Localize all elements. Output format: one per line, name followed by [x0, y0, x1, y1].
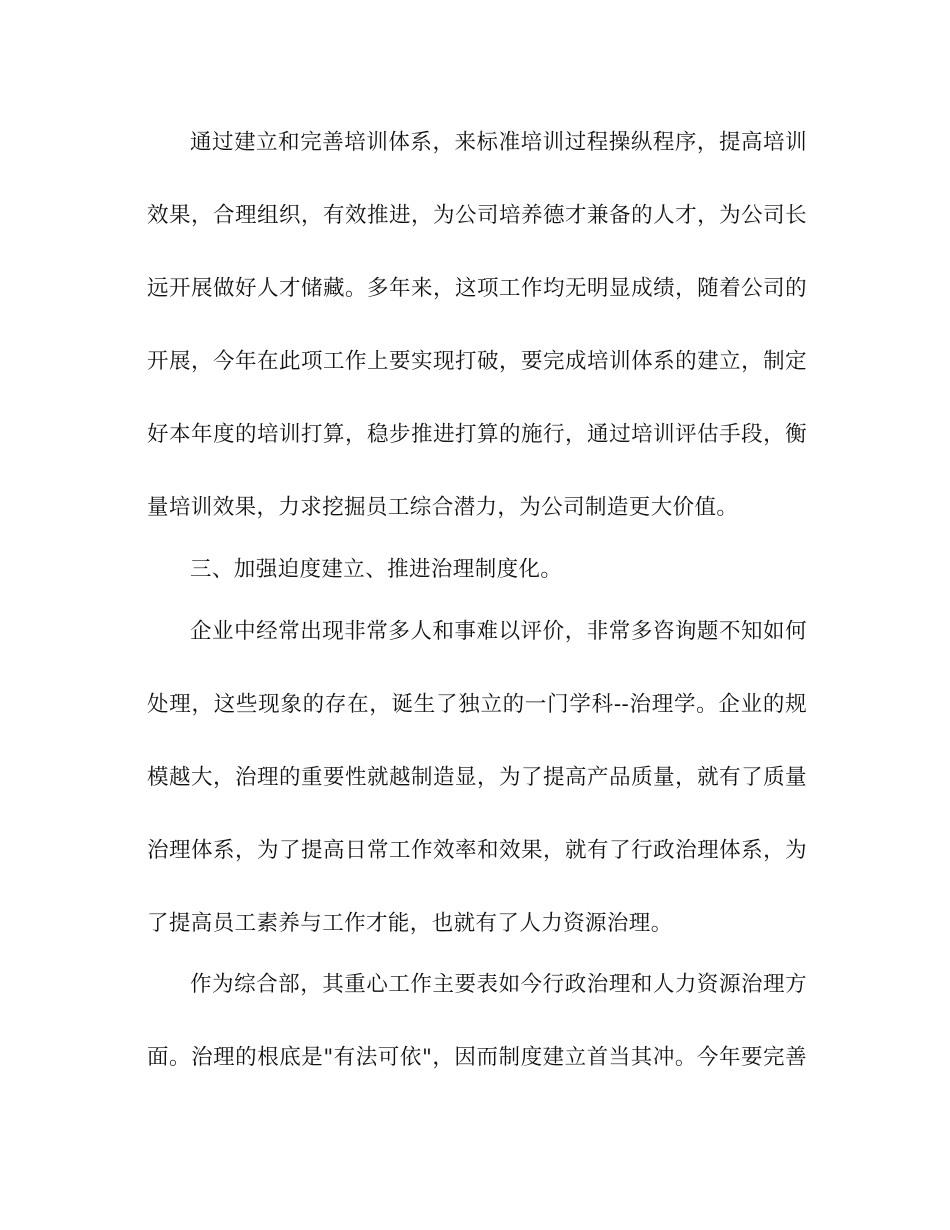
paragraph-3-line-5: 了提高员工素养与工作才能，也就有了人力资源治理。 [147, 911, 673, 936]
paragraph-4-line-2: 面。治理的根底是"有法可依"，因而制度建立首当其冲。今年要完善 [147, 1045, 807, 1070]
paragraph-1-line-3: 远开展做好人才储藏。多年来，这项工作均无明显成绩，随着公司的 [147, 276, 807, 301]
paragraph-3-line-4: 治理体系，为了提高日常工作效率和效果，就有了行政治理体系，为 [147, 838, 807, 863]
section-heading: 三、加强迫度建立、推进治理制度化。 [190, 557, 563, 582]
paragraph-1-line-5: 好本年度的培训打算，稳步推进打算的施行，通过培训评估手段，衡 [147, 422, 807, 447]
paragraph-1-line-1: 通过建立和完善培训体系，来标准培训过程操纵程序，提高培训 [190, 130, 807, 155]
paragraph-1-line-4: 开展，今年在此项工作上要实现打破，要完成培训体系的建立，制定 [147, 349, 807, 374]
paragraph-3-line-3: 模越大，治理的重要性就越制造显，为了提高产品质量，就有了质量 [147, 765, 807, 790]
paragraph-1-line-6: 量培训效果，力求挖掘员工综合潜力，为公司制造更大价值。 [147, 495, 739, 520]
paragraph-3-line-2: 处理，这些现象的存在，诞生了独立的一门学科--治理学。企业的规 [147, 692, 807, 717]
paragraph-3-line-1: 企业中经常出现非常多人和事难以评价，非常多咨询题不知如何 [190, 619, 807, 644]
paragraph-4-line-1: 作为综合部，其重心工作主要表如今行政治理和人力资源治理方 [190, 972, 807, 997]
paragraph-1-line-2: 效果，合理组织，有效推进，为公司培养德才兼备的人才，为公司长 [147, 203, 807, 228]
